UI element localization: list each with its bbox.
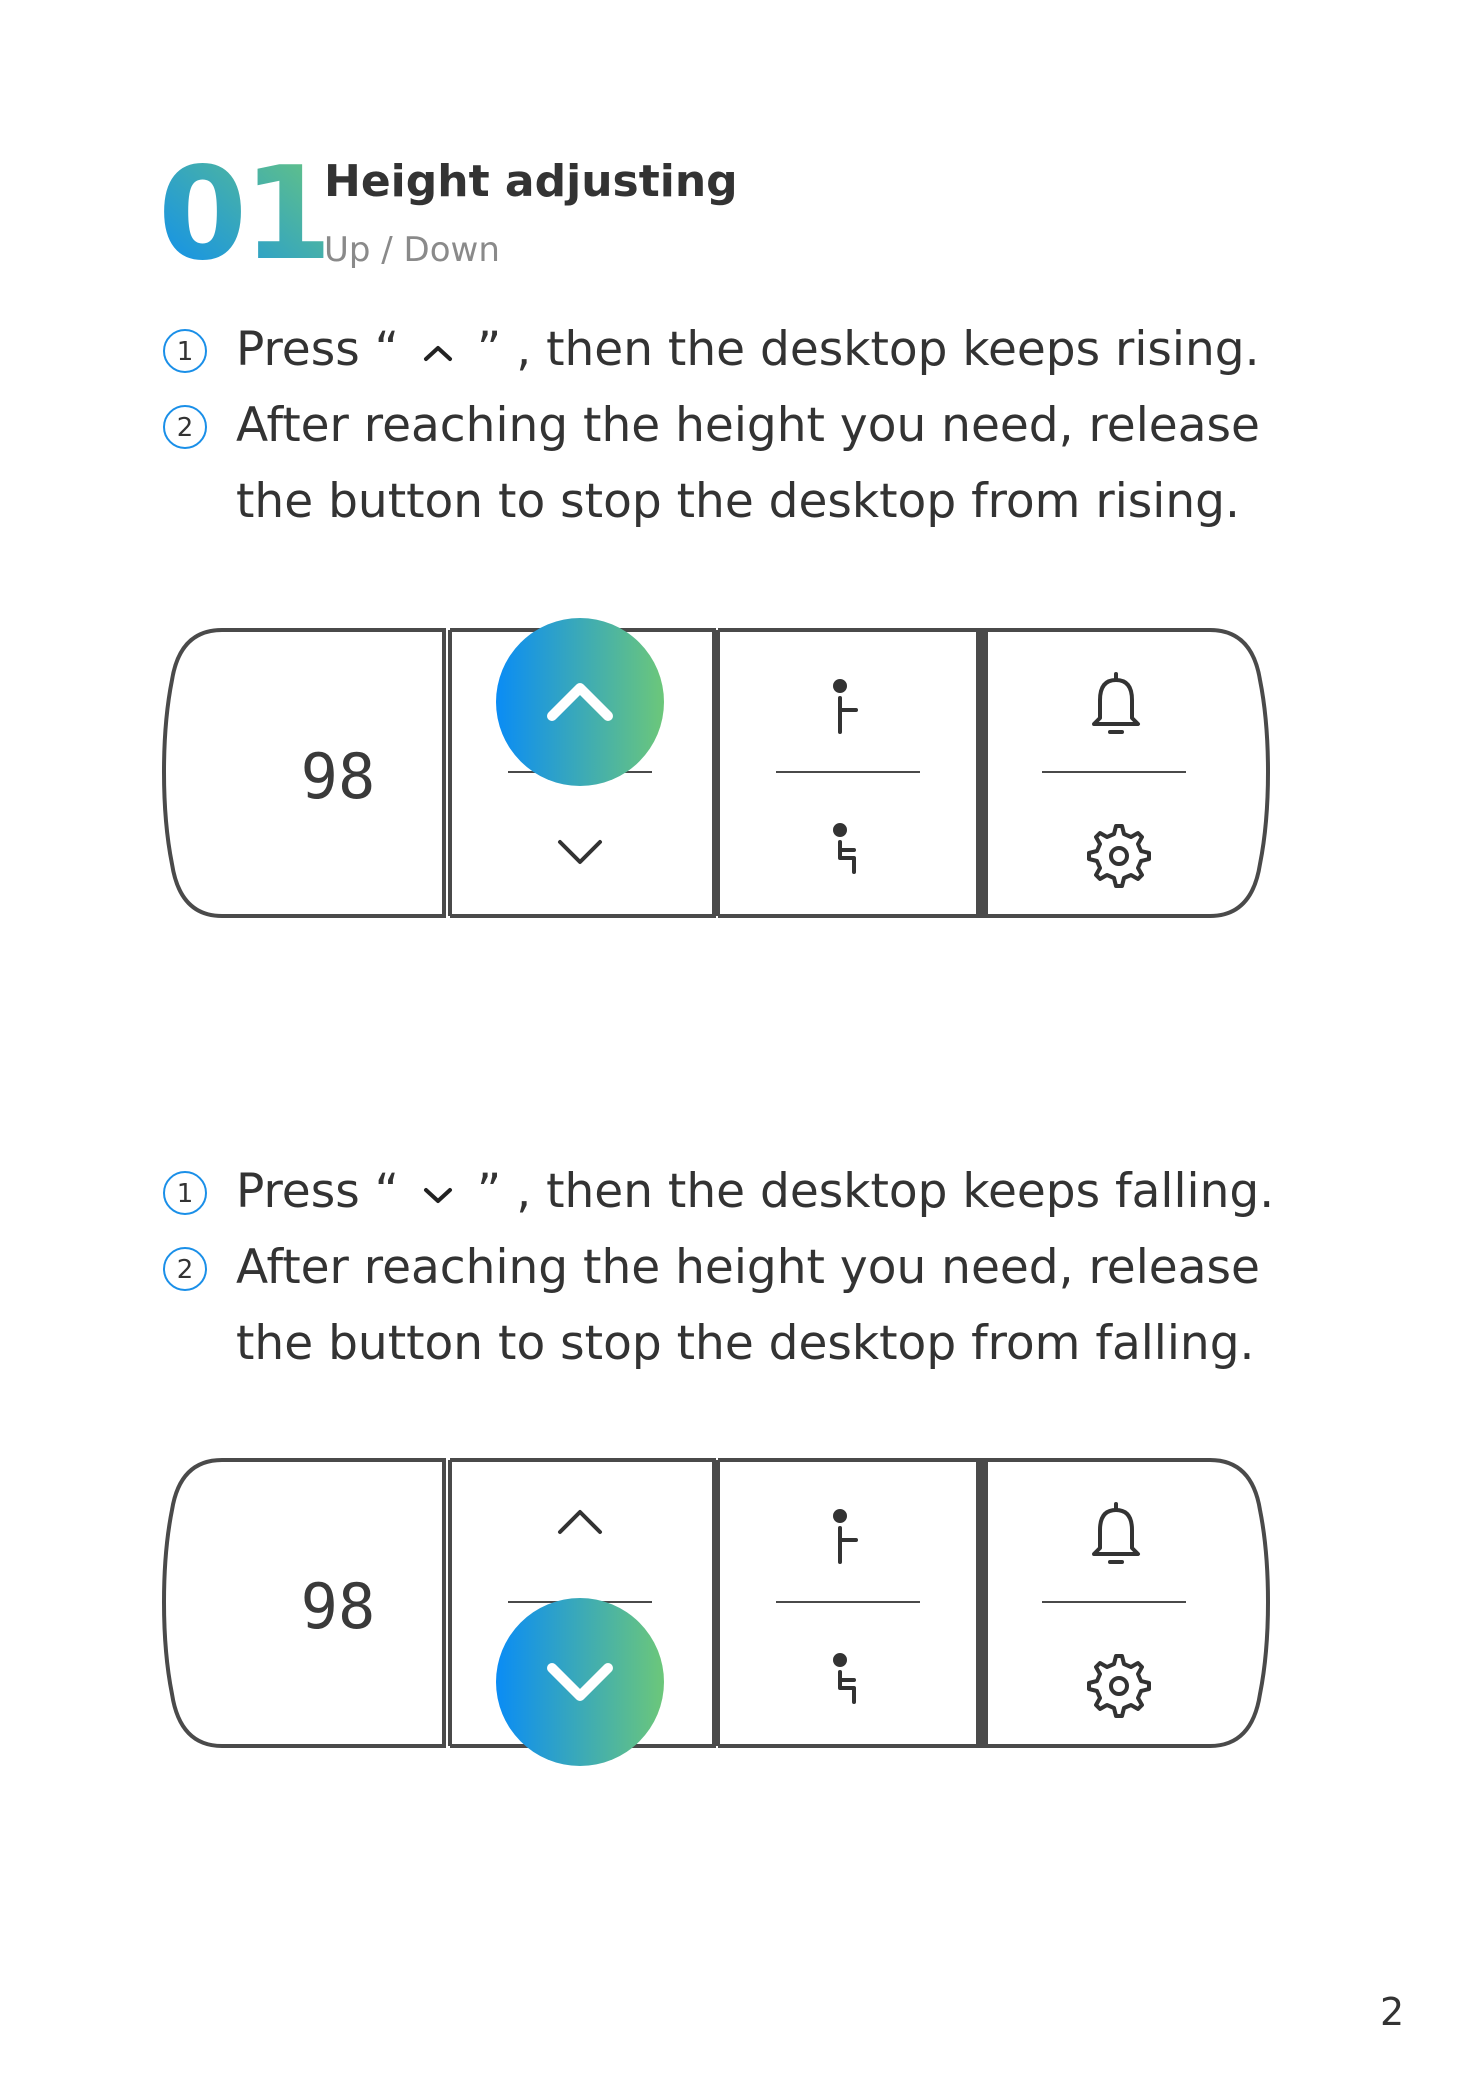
rise-step-2-line-2: the button to stop the desktop from rising.	[236, 474, 1240, 529]
svg-text:98: 98	[300, 740, 376, 813]
reminder-button[interactable]	[1094, 674, 1138, 732]
svg-text:1: 1	[176, 1179, 194, 1209]
up-button[interactable]	[560, 1512, 600, 1532]
down-button[interactable]	[496, 1598, 664, 1766]
rise-step-2-line-1: After reaching the height you need, release	[236, 398, 1260, 453]
step-number-circle	[162, 1170, 208, 1216]
svg-text:2: 2	[176, 1255, 194, 1285]
fall-step-2-line-1: After reaching the height you need, release	[236, 1240, 1260, 1295]
step-number-circle	[162, 1246, 208, 1292]
gear-icon	[1089, 826, 1149, 886]
page-number: 2	[1380, 1990, 1405, 2034]
standing-icon	[835, 681, 856, 732]
height-display	[301, 740, 376, 813]
standing-icon	[835, 1511, 856, 1562]
sitting-preset-button[interactable]	[835, 825, 854, 872]
bell-icon	[1094, 1504, 1138, 1562]
section-subtitle: Up / Down	[324, 230, 500, 270]
svg-text:1: 1	[176, 337, 194, 367]
section-title: Height adjusting	[324, 156, 738, 207]
sitting-icon	[835, 1655, 854, 1702]
svg-text:98: 98	[300, 1570, 376, 1643]
section-number-text: 01	[158, 140, 329, 289]
height-display	[301, 1570, 376, 1643]
settings-button[interactable]	[1089, 826, 1149, 886]
reminder-button[interactable]	[1094, 1504, 1138, 1562]
rise-step-1-suffix: ” , then the desktop keeps rising.	[476, 322, 1260, 377]
gear-icon	[1089, 1656, 1149, 1716]
settings-button[interactable]	[1089, 1656, 1149, 1716]
chevron-down-icon	[560, 842, 600, 862]
chevron-up-icon	[560, 1512, 600, 1532]
fall-step-2-line-2: the button to stop the desktop from falling.	[236, 1316, 1255, 1371]
sitting-preset-button[interactable]	[835, 1655, 854, 1702]
down-button[interactable]	[560, 842, 600, 862]
fall-step-1-suffix: ” , then the desktop keeps falling.	[476, 1164, 1275, 1219]
rise-step-1-prefix: Press “	[236, 322, 399, 377]
section-number	[158, 140, 329, 289]
sitting-icon	[835, 825, 854, 872]
up-button[interactable]	[496, 618, 664, 786]
step-number-circle	[162, 328, 208, 374]
chevron-up-icon	[420, 341, 456, 365]
fall-step-1-prefix: Press “	[236, 1164, 399, 1219]
chevron-down-icon	[420, 1183, 456, 1207]
bell-icon	[1094, 674, 1138, 732]
svg-text:2: 2	[176, 413, 194, 443]
control-panel-rise	[160, 614, 1270, 914]
standing-preset-button[interactable]	[835, 681, 856, 732]
standing-preset-button[interactable]	[835, 1511, 856, 1562]
step-number-circle	[162, 404, 208, 450]
control-panel-fall	[160, 1444, 1270, 1744]
